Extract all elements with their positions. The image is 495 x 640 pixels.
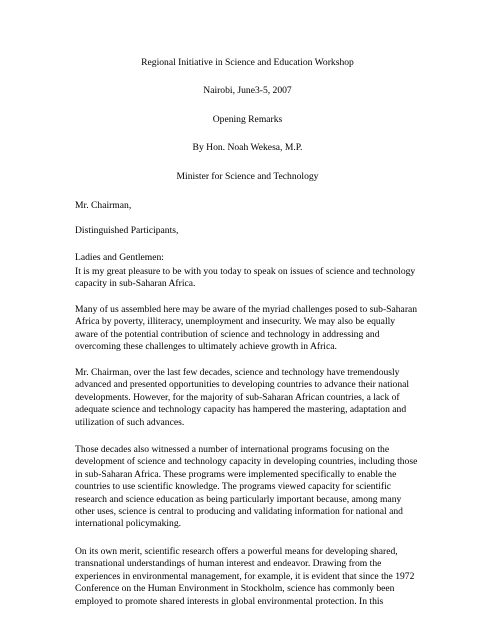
paragraph-line: developments. However, for the majority of sub-Saharan African countries, a lack of (75, 391, 400, 403)
minister-title: Minister for Science and Technology (176, 171, 319, 182)
paragraph-line: development of science and technology capacity in developing countries, including those (75, 456, 418, 468)
paragraph-line: Conference on the Human Environment in Stockholm, science has commonly been (75, 583, 395, 595)
paragraph-line: adequate science and technology capacity has hampered the mastering, adaptation and (75, 404, 407, 416)
paragraph-line: On its own merit, scientific research offers a powerful means for developing shared, (75, 546, 398, 557)
paragraph-1 (75, 266, 435, 291)
location-date: Nairobi, June3-5, 2007 (203, 85, 292, 96)
paragraph-4 (75, 444, 435, 531)
paragraph-5 (75, 546, 435, 608)
paragraph-3 (75, 367, 435, 429)
paragraph-line: other uses, science is central to producing and validating information for national and (75, 506, 403, 518)
paragraph-line: countries to use scientific knowledge. The programs viewed capacity for scientific (75, 481, 392, 493)
paragraph-line: capacity in sub-Saharan Africa. (75, 278, 196, 290)
opening-remarks-heading: Opening Remarks (212, 114, 283, 125)
paragraph-line: experiences in environmental management, for example, it is evident that since the 1972 (75, 570, 415, 582)
salutation-participants: Distinguished Participants, (75, 225, 179, 236)
salutation-ladies-gentlemen: Ladies and Gentlemen: (75, 252, 164, 263)
paragraph-line: It is my great pleasure to be with you today to speak on issues of science and technology (75, 266, 416, 277)
paragraph-line: Africa by poverty, illiteracy, unemployment and insecurity. We may also be equally (75, 316, 396, 328)
workshop-title: Regional Initiative in Science and Education Workshop (141, 57, 354, 68)
paragraph-line: research and science education as being particularly important because, among many (75, 493, 402, 505)
paragraph-line: in sub-Saharan Africa. These programs were implemented specifically to enable the (75, 468, 397, 480)
salutation-chairman: Mr. Chairman, (75, 200, 132, 211)
paragraph-2 (75, 304, 435, 354)
paragraph-line: employed to promote shared interests in global environmental protection. In this (75, 595, 384, 607)
paragraph-line: overcoming these challenges to ultimately achieve growth in Africa. (75, 341, 337, 353)
byline: By Hon. Noah Wekesa, M.P. (192, 142, 303, 153)
paragraph-line: Those decades also witnessed a number of international programs focusing on the (75, 444, 390, 455)
paragraph-line: aware of the potential contribution of science and technology in addressing and (75, 328, 380, 340)
paragraph-line: international policymaking. (75, 518, 182, 530)
paragraph-line: Many of us assembled here may be aware of the myriad challenges posed to sub-Saharan (75, 304, 418, 315)
paragraph-line: advanced and presented opportunities to developing countries to advance their national (75, 379, 410, 391)
paragraph-line: transnational understandings of human interest and endeavor. Drawing from the (75, 558, 382, 570)
paragraph-line: utilization of such advances. (75, 416, 185, 428)
paragraph-line: Mr. Chairman, over the last few decades, science and technology have tremendously (75, 367, 400, 378)
